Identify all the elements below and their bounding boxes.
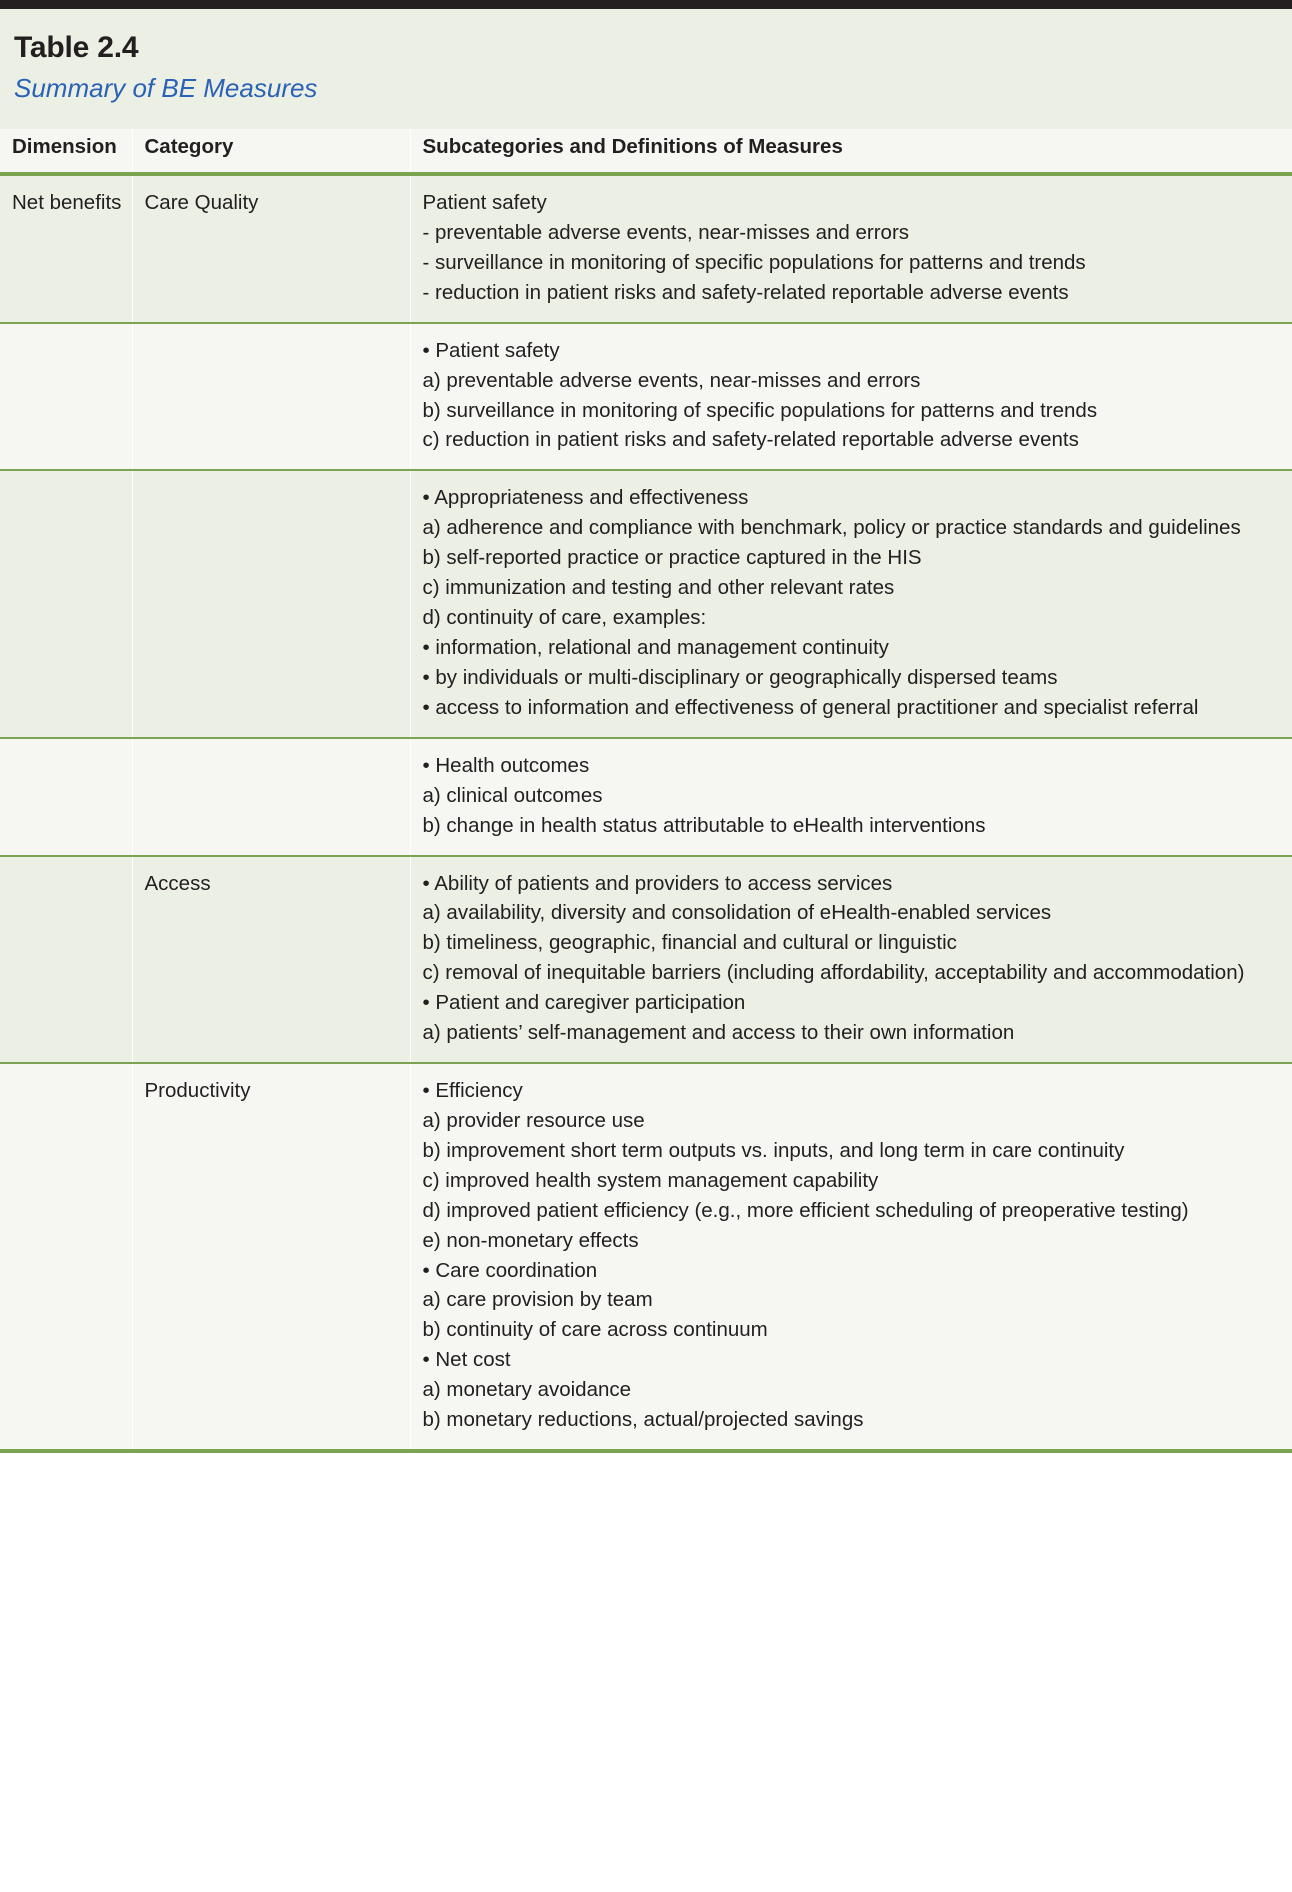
table-number: Table 2.4 <box>14 31 139 64</box>
table-caption-block <box>0 9 1292 129</box>
measure-line: • Patient and caregiver participation <box>422 991 746 1015</box>
be-measures-table <box>0 129 1292 1453</box>
category-label: Productivity <box>144 1079 251 1103</box>
table-row <box>0 856 1292 1064</box>
measure-line: • Health outcomes <box>422 753 590 777</box>
cell-subcategories <box>410 1063 1292 1451</box>
cell-dimension <box>0 323 132 471</box>
measure-line: c) reduction in patient risks and safety-related reportable adverse events <box>422 428 1079 452</box>
category-label: Care Quality <box>144 190 259 214</box>
measure-line: • Patient safety <box>422 338 560 362</box>
measure-line: a) clinical outcomes <box>422 783 603 807</box>
measure-line: • access to information and effectiveness of general practitioner and specialist referral <box>422 695 1199 719</box>
measure-line: - reduction in patient risks and safety-related reportable adverse events <box>422 280 1069 304</box>
measure-line: • Care coordination <box>422 1258 598 1282</box>
header-row <box>0 129 1292 174</box>
cell-dimension <box>0 1063 132 1451</box>
measure-line: a) monetary avoidance <box>422 1378 632 1402</box>
table-row <box>0 738 1292 856</box>
cell-category <box>132 174 410 323</box>
cell-category <box>132 1063 410 1451</box>
measure-line: b) surveillance in monitoring of specific populations for patterns and trends <box>422 398 1098 422</box>
measure-line: d) improved patient efficiency (e.g., more efficient scheduling of preoperative testing) <box>422 1198 1189 1222</box>
measure-line: b) improvement short term outputs vs. inputs, and long term in care continuity <box>422 1138 1125 1162</box>
measure-line: • information, relational and management continuity <box>422 635 889 659</box>
measure-line: • Appropriateness and effectiveness <box>422 486 749 510</box>
measure-line: Patient safety <box>422 190 547 214</box>
measure-line: b) monetary reductions, actual/projected savings <box>422 1408 864 1432</box>
measure-line: c) immunization and testing and other relevant rates <box>422 576 895 600</box>
measure-line: a) patients’ self-management and access to their own information <box>422 1021 1015 1045</box>
measure-line: - surveillance in monitoring of specific populations for patterns and trends <box>422 250 1086 274</box>
table-head <box>0 129 1292 174</box>
measure-line: • by individuals or multi-disciplinary or geographically dispersed teams <box>422 665 1058 689</box>
category-label: Access <box>144 871 211 895</box>
cell-category <box>132 470 410 737</box>
dimension-label: Net benefits <box>12 190 122 214</box>
table-title: Summary of BE Measures <box>14 72 318 103</box>
cell-subcategories <box>410 174 1292 323</box>
measure-line: • Net cost <box>422 1348 511 1372</box>
measure-line: c) removal of inequitable barriers (including affordability, acceptability and accommodation) <box>422 961 1245 985</box>
cell-dimension <box>0 856 132 1064</box>
measure-line: a) provider resource use <box>422 1108 645 1132</box>
column-header-dimension: Dimension <box>0 129 132 174</box>
cell-subcategories <box>410 738 1292 856</box>
table-body <box>0 174 1292 1451</box>
cell-subcategories <box>410 856 1292 1064</box>
measure-line: a) availability, diversity and consolidation of eHealth-enabled services <box>422 901 1052 925</box>
cell-dimension <box>0 470 132 737</box>
measure-line: b) self-reported practice or practice captured in the HIS <box>422 546 922 570</box>
measure-line: • Ability of patients and providers to access services <box>422 871 893 895</box>
cell-category <box>132 738 410 856</box>
table-row <box>0 1063 1292 1451</box>
measure-line: a) adherence and compliance with benchmark, policy or practice standards and guidelines <box>422 516 1241 540</box>
cell-subcategories <box>410 323 1292 471</box>
table-row <box>0 470 1292 737</box>
measure-line: d) continuity of care, examples: <box>422 606 707 630</box>
top-dark-rule <box>0 0 1292 9</box>
measure-line: • Efficiency <box>422 1079 523 1103</box>
cell-category <box>132 323 410 471</box>
measure-line: c) improved health system management capability <box>422 1168 879 1192</box>
measure-line: a) care provision by team <box>422 1288 653 1312</box>
table-row <box>0 174 1292 323</box>
table-row <box>0 323 1292 471</box>
cell-dimension <box>0 738 132 856</box>
measure-line: b) change in health status attributable to eHealth interventions <box>422 813 986 837</box>
cell-subcategories <box>410 470 1292 737</box>
measure-line: e) non-monetary effects <box>422 1228 639 1252</box>
cell-category <box>132 856 410 1064</box>
measure-line: - preventable adverse events, near-misses and errors <box>422 220 910 244</box>
measure-line: a) preventable adverse events, near-misses and errors <box>422 368 921 392</box>
measure-line: b) continuity of care across continuum <box>422 1318 768 1342</box>
cell-dimension <box>0 174 132 323</box>
measure-line: b) timeliness, geographic, financial and cultural or linguistic <box>422 931 957 955</box>
column-header-subcategories: Subcategories and Definitions of Measures <box>410 129 1292 174</box>
column-header-category: Category <box>132 129 410 174</box>
